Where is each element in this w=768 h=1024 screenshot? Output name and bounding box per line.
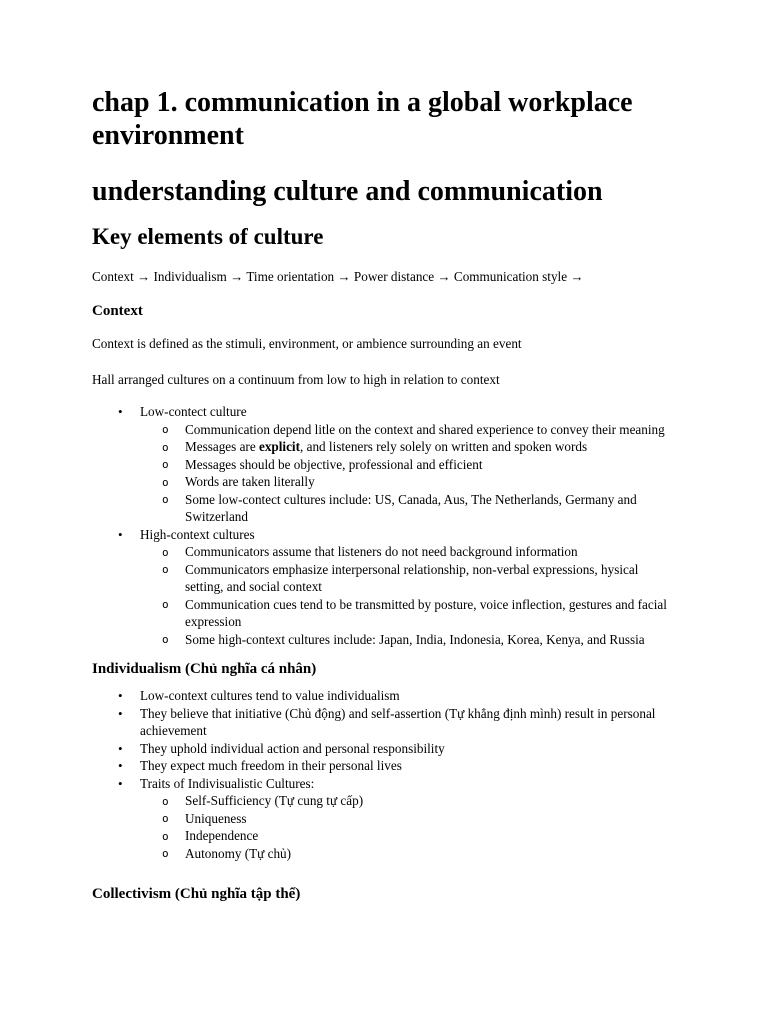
list-item: [92, 438, 676, 456]
key-elements-heading: Key elements of culture: [92, 224, 324, 250]
list-item: o Words are taken literally: [92, 473, 676, 491]
individualism-list: [92, 687, 676, 862]
individualism-heading: Individualism (Chủ nghĩa cá nhân): [92, 661, 317, 678]
context-definition-paragraph: Context is defined as the stimuli, environment, or ambience surrounding an event: [92, 336, 522, 352]
doc-subtitle: understanding culture and communication: [92, 176, 603, 208]
list-item: • They expect much freedom in their personal lives: [92, 757, 676, 775]
list-item: o Uniqueness: [92, 810, 676, 828]
list-item-high-context: • High-context cultures: [92, 526, 676, 544]
list-item: o Self-Sufficiency (Tự cung tự cấp): [92, 792, 676, 810]
list-item: • Low-context cultures tend to value individualism: [92, 687, 676, 705]
list-item-low-context: • Low-contect culture: [92, 403, 676, 421]
text-run-bold: explicit: [258, 439, 300, 455]
list-item: o Messages should be objective, professional and efficient: [92, 456, 676, 474]
text-run: , and listeners rely solely on written and spoken words: [300, 439, 588, 455]
culture-flow-line: Context → Individualism → Time orientation → Power distance → Communication style →: [92, 268, 584, 284]
list-item: o Communicators assume that listeners do not need background information: [92, 543, 676, 561]
list-item: o Some low-contect cultures include: US, Canada, Aus, The Netherlands, Germany and Switzerland: [92, 491, 676, 526]
text-run: Messages are: [185, 439, 259, 455]
list-item: o Communicators emphasize interpersonal relationship, non-verbal expressions, hysical setting, and social context: [92, 561, 676, 596]
list-item: • They uphold individual action and personal responsibility: [92, 740, 676, 758]
chapter-title: chap 1. communication in a global workplace environment: [92, 87, 633, 152]
list-item: • They believe that initiative (Chủ động) and self-assertion (Tự khẳng định mình) result in personal achievement: [92, 705, 676, 740]
hall-continuum-paragraph: Hall arranged cultures on a continuum from low to high in relation to context: [92, 372, 500, 388]
context-heading: Context: [92, 302, 143, 319]
list-item: o Communication cues tend to be transmitted by posture, voice inflection, gestures and facial expression: [92, 596, 676, 631]
list-item: o Autonomy (Tự chủ): [92, 845, 676, 863]
list-item: o Some high-context cultures include: Japan, India, Indonesia, Korea, Kenya, and Russia: [92, 631, 676, 649]
collectivism-heading: Collectivism (Chủ nghĩa tập thể): [92, 886, 301, 903]
context-list: [92, 403, 676, 648]
list-item-traits: • Traits of Indivisualistic Cultures:: [92, 775, 676, 793]
list-item: o Independence: [92, 827, 676, 845]
list-item: o Communication depend litle on the context and shared experience to convey their meaning: [92, 421, 676, 439]
